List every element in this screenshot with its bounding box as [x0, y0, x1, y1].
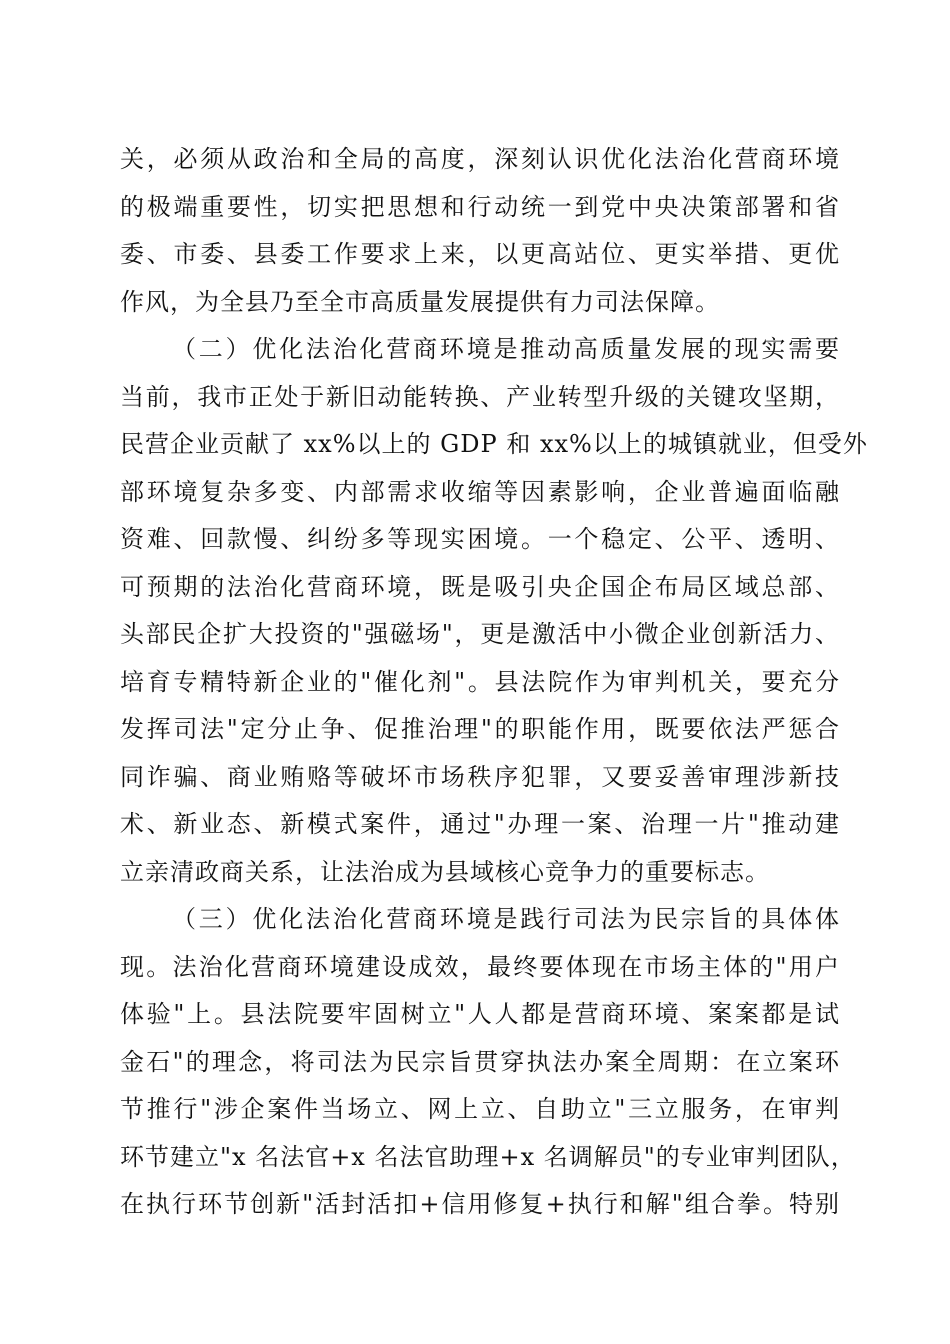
text-line: 环节建立"x 名法官+x 名法官助理+x 名调解员"的专业审判团队， [120, 1142, 856, 1171]
section-heading-line: （三）优化法治化营商环境是践行司法为民宗旨的具体体 [172, 905, 840, 933]
text-line: 当前，我市正处于新旧动能转换、产业转型升级的关键攻坚期， [120, 382, 840, 411]
text-line: 民营企业贡献了 xx%以上的 GDP 和 xx%以上的城镇就业，但受外 [120, 430, 868, 458]
text-line: 在执行环节创新"活封活扣+信用修复+执行和解"组合拳。特别 [120, 1190, 840, 1218]
text-line: 头部民企扩大投资的"强磁场"，更是激活中小微企业创新活力、 [120, 620, 840, 648]
text-line: 关，必须从政治和全局的高度，深刻认识优化法治化营商环境 [120, 145, 840, 173]
text-line: 部环境复杂多变、内部需求收缩等因素影响，企业普遍面临融 [120, 477, 840, 506]
text-line: 发挥司法"定分止争、促推治理"的职能作用，既要依法严惩合 [120, 715, 840, 743]
text-line: 作风，为全县乃至全市高质量发展提供有力司法保障。 [120, 287, 720, 316]
section-heading-line: （二）优化法治化营商环境是推动高质量发展的现实需要 [172, 335, 840, 363]
text-line: 资难、回款慢、纠纷多等现实困境。一个稳定、公平、透明、 [120, 525, 840, 553]
text-line: 可预期的法治化营商环境，既是吸引央企国企布局区域总部、 [120, 572, 840, 601]
text-line: 金石"的理念，将司法为民宗旨贯穿执法办案全周期：在立案环 [120, 1047, 840, 1076]
text-line: 同诈骗、商业贿赂等破坏市场秩序犯罪，又要妥善审理涉新技 [120, 762, 840, 791]
text-line: 节推行"涉企案件当场立、网上立、自助立"三立服务，在审判 [120, 1095, 840, 1123]
text-line: 体验"上。县法院要牢固树立"人人都是营商环境、案案都是试 [120, 1000, 840, 1028]
text-line: 术、新业态、新模式案件，通过"办理一案、治理一片"推动建 [120, 810, 840, 838]
text-line: 委、市委、县委工作要求上来，以更高站位、更实举措、更优 [120, 240, 840, 268]
text-line: 立亲清政商关系，让法治成为县域核心竞争力的重要标志。 [120, 857, 770, 886]
text-line: 现。法治化营商环境建设成效，最终要体现在市场主体的"用户 [120, 952, 840, 981]
text-line: 的极端重要性，切实把思想和行动统一到党中央决策部署和省 [120, 192, 840, 221]
text-line: 培育专精特新企业的"催化剂"。县法院作为审判机关，要充分 [120, 667, 840, 696]
document-body [120, 136, 868, 1229]
